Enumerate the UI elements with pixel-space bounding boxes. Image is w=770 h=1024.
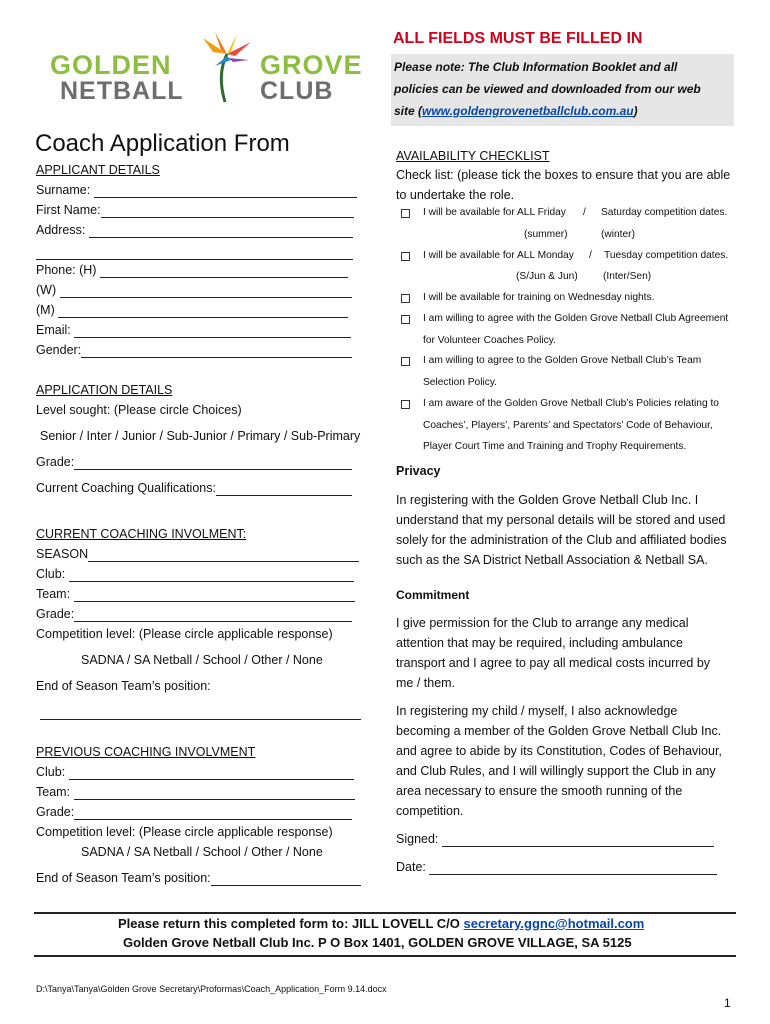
previous-competition-label: Competition level: (Please circle applicable response) bbox=[36, 825, 333, 839]
checkbox-team-selection[interactable] bbox=[401, 357, 410, 366]
grade-field[interactable]: Grade: bbox=[36, 454, 352, 470]
phone-mobile-field[interactable]: (M) bbox=[36, 302, 348, 318]
current-competition-options[interactable]: SADNA / SA Netball / School / Other / None bbox=[81, 653, 323, 667]
all-fields-heading: ALL FIELDS MUST BE FILLED IN bbox=[393, 30, 643, 47]
item-5b: Selection Policy. bbox=[423, 377, 497, 388]
notice-post: ) bbox=[633, 104, 638, 118]
current-end-position-label: End of Season Team’s position: bbox=[36, 679, 211, 693]
previous-competition-options[interactable]: SADNA / SA Netball / School / Other / None bbox=[81, 845, 323, 859]
season-field[interactable]: SEASON bbox=[36, 546, 359, 562]
current-competition-label: Competition level: (Please circle applicable response) bbox=[36, 627, 333, 641]
qualifications-field[interactable]: Current Coaching Qualifications: bbox=[36, 480, 352, 496]
secretary-email-link[interactable]: secretary.ggnc@hotmail.com bbox=[463, 916, 645, 931]
membership-line-1: In registering my child / myself, I also acknowledge bbox=[396, 704, 678, 718]
address-field-line-2[interactable] bbox=[36, 244, 353, 260]
current-team-field[interactable]: Team: bbox=[36, 586, 355, 602]
return-text: Please return this completed form to: JILL LOVELL C/O bbox=[118, 916, 464, 931]
applicant-heading: APPLICANT DETAILS bbox=[36, 163, 160, 177]
previous-club-field[interactable]: Club: bbox=[36, 764, 354, 780]
item-2d: (Inter/Sen) bbox=[603, 271, 652, 282]
current-club-field[interactable]: Club: bbox=[36, 566, 354, 582]
address-field[interactable]: Address: bbox=[36, 222, 353, 238]
phone-work-field[interactable]: (W) bbox=[36, 282, 352, 298]
membership-line-4: and Club Rules, and I will willingly support the Club in any bbox=[396, 764, 716, 778]
membership-line-6: competition. bbox=[396, 804, 464, 818]
item-6b: Coaches’, Players’, Parents’ and Spectators’ Code of Behaviour, bbox=[423, 420, 713, 431]
checkbox-friday-saturday[interactable] bbox=[401, 209, 410, 218]
surname-field[interactable]: Surname: bbox=[36, 182, 357, 198]
checkbox-monday-tuesday[interactable] bbox=[401, 252, 410, 261]
commitment-line-1: I give permission for the Club to arrange any medical bbox=[396, 616, 689, 630]
availability-intro-1: Check list: (please tick the boxes to ensure that you are able bbox=[396, 168, 731, 182]
notice-line-2: policies can be viewed and downloaded from our web bbox=[394, 82, 701, 96]
item-4b: for Volunteer Coaches Policy. bbox=[423, 335, 556, 346]
level-sought-label: Level sought: (Please circle Choices) bbox=[36, 403, 242, 417]
membership-line-5: area necessary to ensure the smooth running of the bbox=[396, 784, 683, 798]
notice-line-3 bbox=[394, 100, 638, 122]
current-end-position-field[interactable] bbox=[40, 704, 361, 720]
previous-coaching-heading: PREVIOUS COACHING INVOLVMENT bbox=[36, 745, 256, 759]
item-6a: I am aware of the Golden Grove Netball Club’s Policies relating to bbox=[423, 398, 719, 409]
first-name-field[interactable]: First Name: bbox=[36, 202, 354, 218]
logo-golden: GOLDEN bbox=[50, 50, 172, 80]
membership-line-2: becoming a member of the Golden Grove Netball Club Inc. bbox=[396, 724, 722, 738]
item-1-slash: / bbox=[583, 207, 586, 218]
privacy-line-1: In registering with the Golden Grove Netball Club Inc. I bbox=[396, 493, 699, 507]
item-1d: (winter) bbox=[601, 229, 635, 240]
item-6c: Player Court Time and Training and Trophy Requirements. bbox=[423, 441, 687, 452]
previous-grade-field[interactable]: Grade: bbox=[36, 804, 352, 820]
return-instructions bbox=[118, 916, 644, 931]
item-1b: Saturday competition dates. bbox=[601, 207, 728, 218]
checkbox-volunteer-agreement[interactable] bbox=[401, 315, 410, 324]
commitment-heading: Commitment bbox=[396, 588, 470, 602]
availability-intro-2: to undertake the role. bbox=[396, 188, 515, 202]
item-2c: (S/Jun & Jun) bbox=[516, 271, 578, 282]
item-1a: I will be available for ALL Friday bbox=[423, 207, 566, 218]
level-options[interactable]: Senior / Inter / Junior / Sub-Junior / Primary / Sub-Primary bbox=[40, 429, 361, 443]
signed-field[interactable]: Signed: bbox=[396, 831, 714, 847]
footer-rule-top bbox=[34, 912, 736, 914]
page-number: 1 bbox=[724, 996, 731, 1010]
logo-club: CLUB bbox=[260, 77, 334, 105]
checkbox-policies-aware[interactable] bbox=[401, 400, 410, 409]
logo-grove: GROVE bbox=[260, 50, 363, 80]
notice-pre: site ( bbox=[394, 104, 423, 118]
item-1c: (summer) bbox=[524, 229, 568, 240]
checkbox-wednesday-training[interactable] bbox=[401, 294, 410, 303]
notice-line-1: Please note: The Club Information Booklet and all bbox=[394, 60, 678, 74]
privacy-line-2: understand that my personal details will be stored and used bbox=[396, 513, 726, 527]
privacy-line-3: solely for the administration of the Club and affiliated bodies bbox=[396, 533, 727, 547]
commitment-line-4: me / them. bbox=[396, 676, 456, 690]
previous-team-field[interactable]: Team: bbox=[36, 784, 355, 800]
email-field[interactable]: Email: bbox=[36, 322, 351, 338]
item-2a: I will be available for ALL Monday bbox=[423, 250, 574, 261]
current-grade-field[interactable]: Grade: bbox=[36, 606, 352, 622]
item-4a: I am willing to agree with the Golden Grove Netball Club Agreement bbox=[423, 313, 729, 324]
club-postal-address: Golden Grove Netball Club Inc. P O Box 1401, GOLDEN GROVE VILLAGE, SA 5125 bbox=[123, 935, 632, 950]
item-2b: Tuesday competition dates. bbox=[604, 250, 729, 261]
file-path: D:\Tanya\Tanya\Golden Grove Secretary\Proformas\Coach_Application_Form 9.14.docx bbox=[36, 984, 387, 994]
club-logo bbox=[50, 50, 370, 106]
gender-field[interactable]: Gender: bbox=[36, 342, 352, 358]
page-title: Coach Application From bbox=[35, 130, 290, 157]
phone-home-field[interactable]: Phone: (H) bbox=[36, 262, 348, 278]
bird-of-paradise-icon bbox=[185, 32, 265, 104]
footer-rule-bottom bbox=[34, 955, 736, 957]
current-coaching-heading: CURRENT COACHING INVOLMENT: bbox=[36, 527, 247, 541]
commitment-line-3: transport and I agree to pay all medical costs incurred by bbox=[396, 656, 711, 670]
commitment-line-2: attention that may be required, including ambulance bbox=[396, 636, 683, 650]
website-link[interactable]: www.goldengrovenetballclub.com.au bbox=[422, 104, 634, 118]
privacy-heading: Privacy bbox=[396, 464, 441, 478]
membership-line-3: and agree to abide by its Constitution, Codes of Behaviour, bbox=[396, 744, 722, 758]
application-heading: APPLICATION DETAILS bbox=[36, 383, 173, 397]
previous-end-position-field[interactable]: End of Season Team’s position: bbox=[36, 870, 361, 886]
item-3: I will be available for training on Wednesday nights. bbox=[423, 292, 655, 303]
logo-netball: NETBALL bbox=[60, 77, 184, 105]
availability-heading: AVAILABILITY CHECKLIST bbox=[396, 149, 550, 163]
privacy-line-4: such as the SA District Netball Association & Netball SA. bbox=[396, 553, 708, 567]
item-2-slash: / bbox=[589, 250, 592, 261]
item-5a: I am willing to agree to the Golden Grove Netball Club’s Team bbox=[423, 355, 702, 366]
date-field[interactable]: Date: bbox=[396, 859, 717, 875]
